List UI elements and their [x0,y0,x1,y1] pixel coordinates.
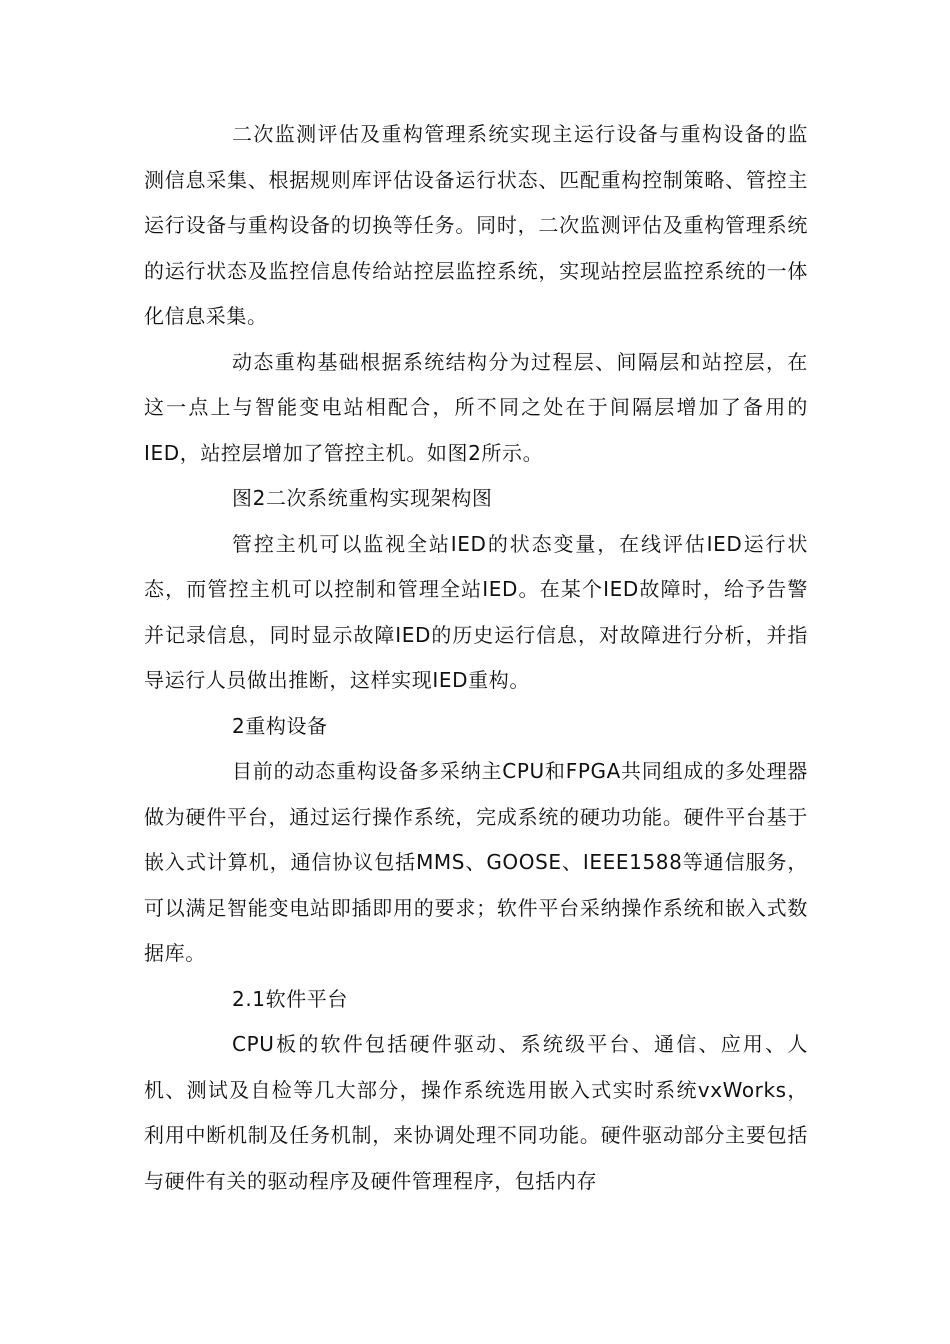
paragraph-monitoring-system: 二次监测评估及重构管理系统实现主运行设备与重构设备的监测信息采集、根据规则库评估设备运行状态、匹配重构控制策略、管控主运行设备与重构设备的切换等任务。同时，二次监测评估及重构管理系统的运行状态及监控信息传给站控层监控系统，实现站控层监控系统的一体化信息采集。 [144,122,808,328]
paragraph-hardware-platform: 目前的动态重构设备多采纳主CPU和FPGA共同组成的多处理器做为硬件平台，通过运行操作系统，完成系统的硬功功能。硬件平台基于嵌入式计算机，通信协议包括MMS、GOOSE、IEEE1588等通信服务，可以满足智能变电站即插即用的要求；软件平台采纳操作系统和嵌入式数据库。 [144,759,808,965]
paragraph-control-host: 管控主机可以监视全站IED的状态变量，在线评估IED运行状态，而管控主机可以控制和管理全站IED。在某个IED故障时，给予告警并记录信息，同时显示故障IED的历史运行信息，对故障进行分析，并指导运行人员做出推断，这样实现IED重构。 [144,531,808,692]
figure-caption: 图2二次系统重构实现架构图 [232,486,493,510]
section-heading-software-platform: 2.1软件平台 [232,986,349,1011]
document-page [144,112,808,1204]
paragraph-cpu-software: CPU板的软件包括硬件驱动、系统级平台、通信、应用、人机、测试及自检等几大部分，操作系统选用嵌入式实时系统vxWorks，利用中断机制及任务机制，来协调处理不同功能。硬件驱动部分主要包括与硬件有关的驱动程序及硬件管理程序，包括内存 [144,1032,808,1193]
paragraph-dynamic-reconfiguration: 动态重构基础根据系统结构分为过程层、间隔层和站控层，在这一点上与智能变电站相配合，所不同之处在于间隔层增加了备用的IED，站控层增加了管控主机。如图2所示。 [144,349,808,465]
section-heading-reconfiguration-device: 2重构设备 [232,713,328,738]
